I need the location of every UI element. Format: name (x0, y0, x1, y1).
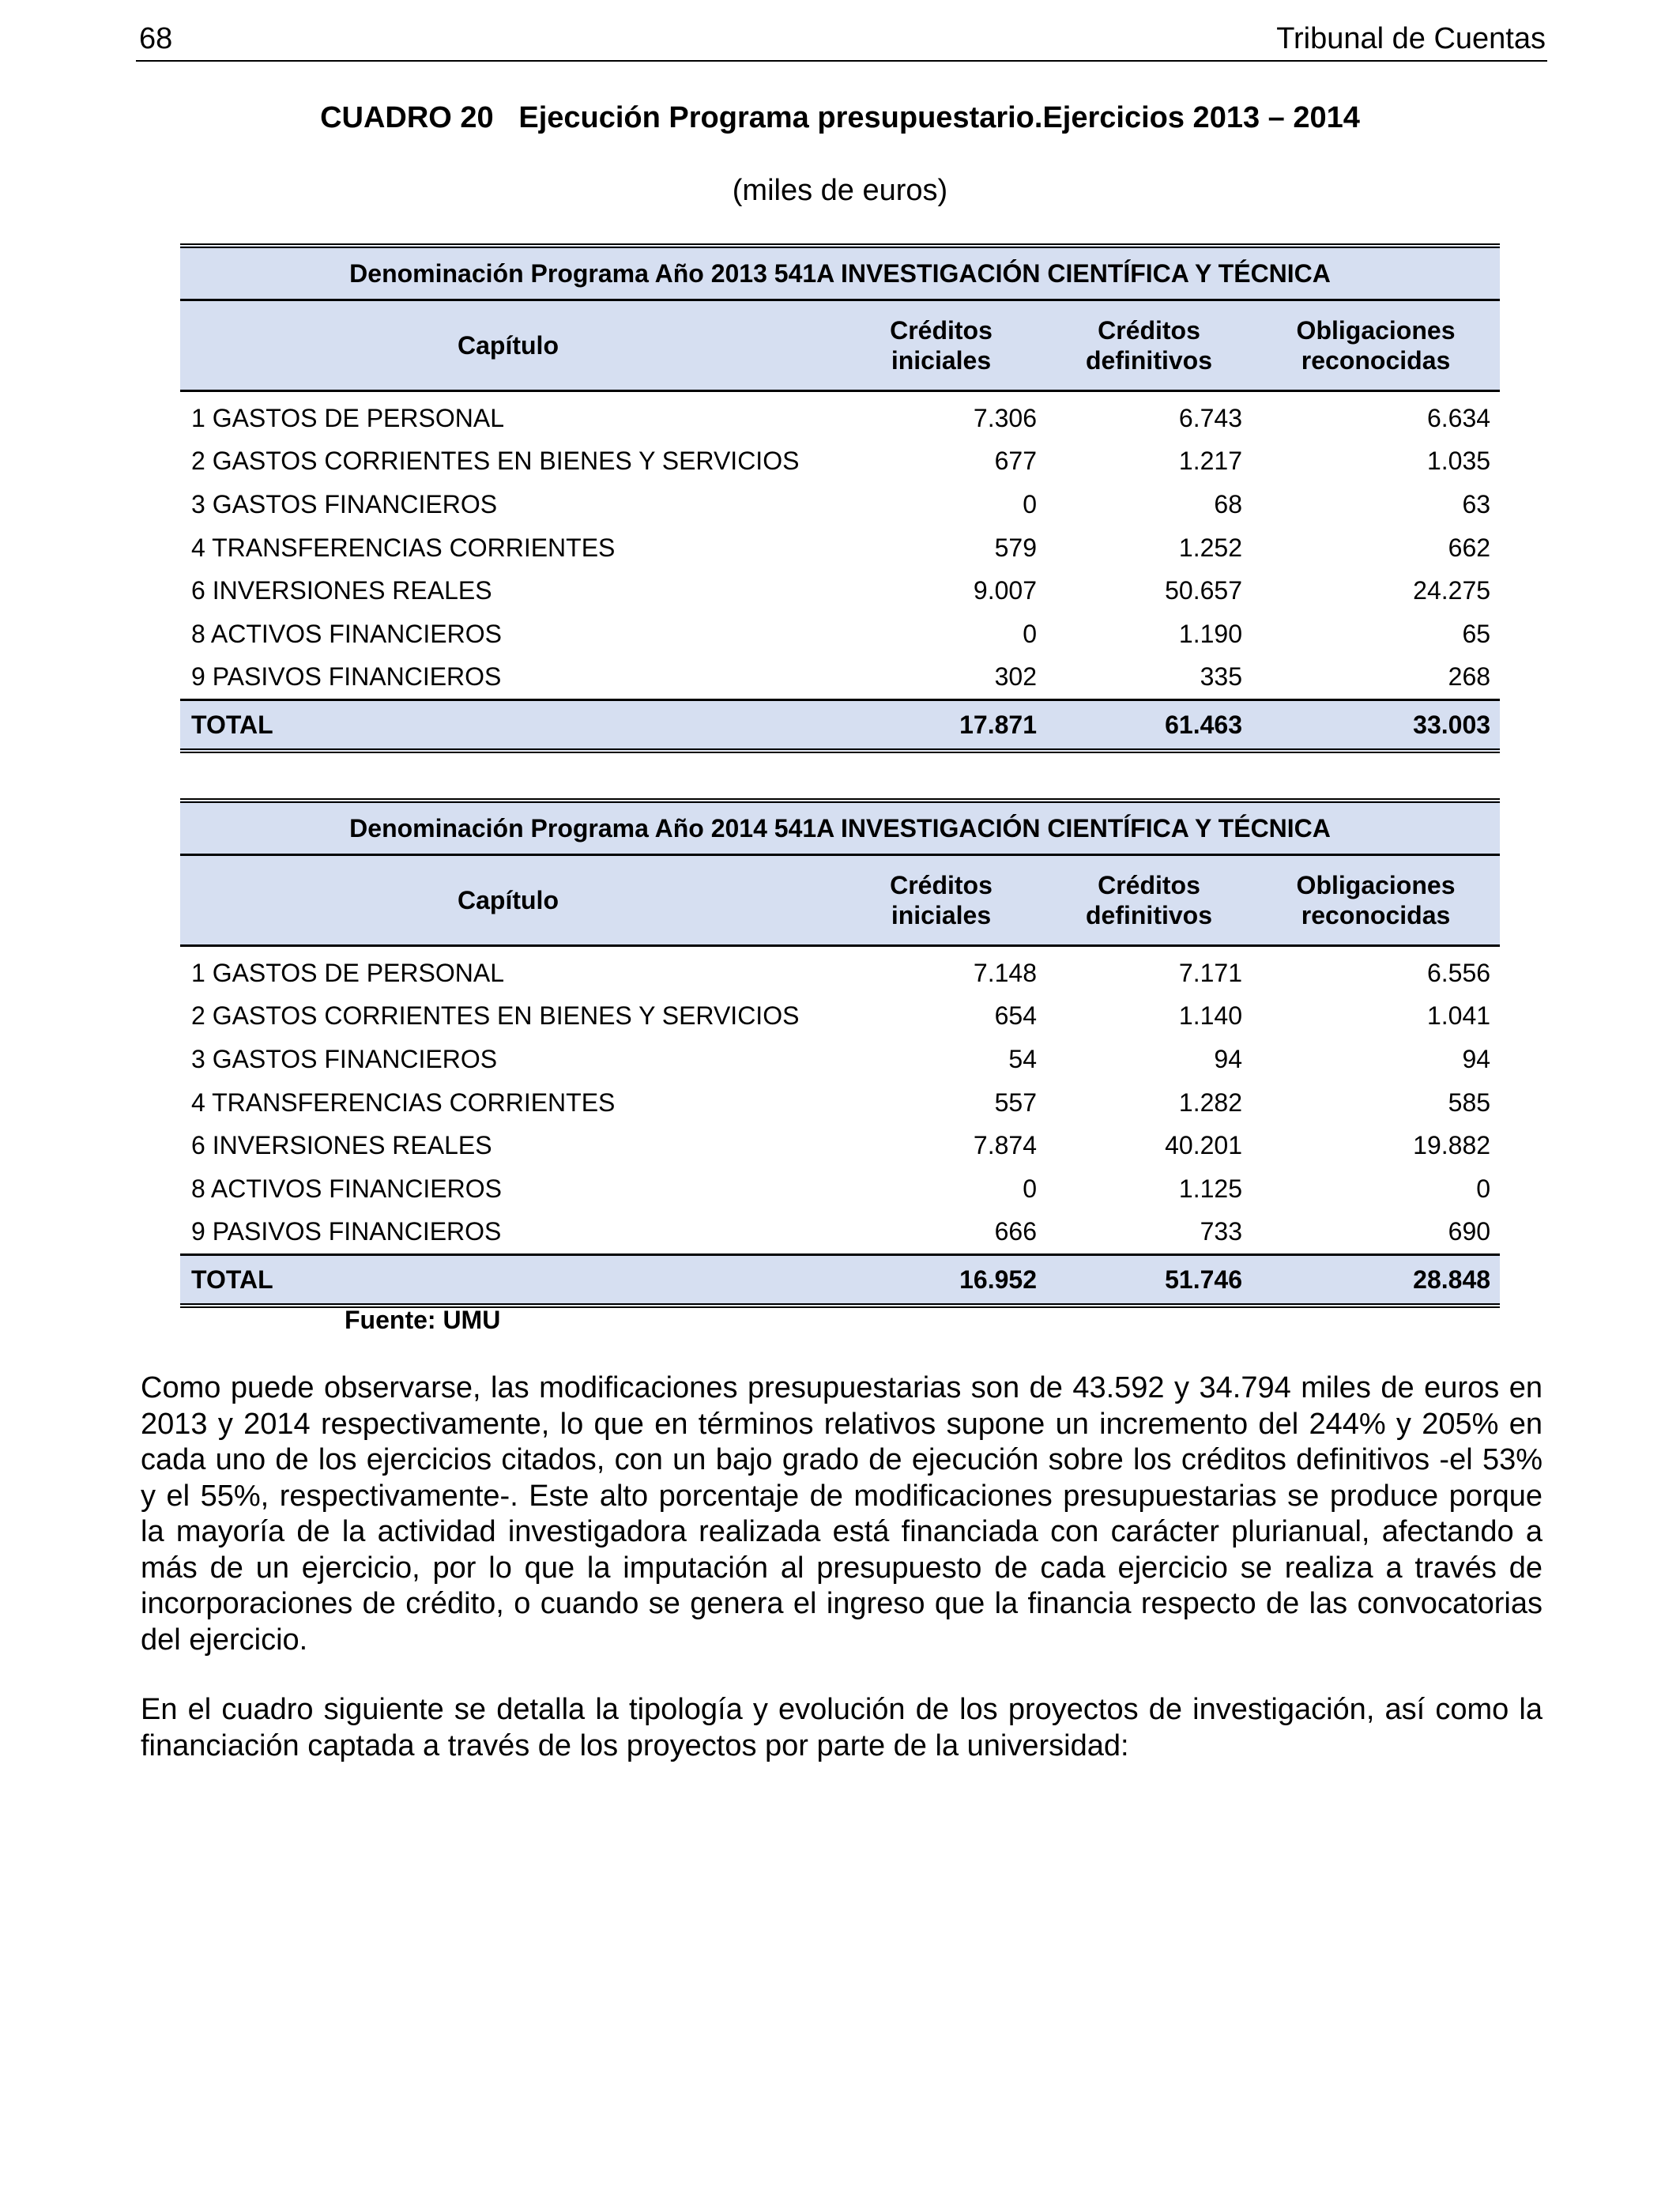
capitulo-cell: 9 PASIVOS FINANCIEROS (191, 1217, 502, 1246)
obligaciones-reconocidas-cell: 6.634 (1426, 403, 1491, 432)
program-heading: Denominación Programa Año 2014 541A INVESTIGACIÓN CIENTÍFICA Y TÉCNICA (180, 801, 1500, 855)
creditos-definitivos-cell: 7.171 (1178, 958, 1242, 987)
table-row (180, 656, 1500, 700)
source-note: Fuente: UMU (345, 1306, 501, 1334)
budget-table-2013 (180, 243, 1500, 753)
column-header-obligaciones-reconocidas: Obligaciones reconocidas (1252, 300, 1500, 391)
obligaciones-reconocidas-cell: 1.041 (1426, 1001, 1491, 1031)
program-heading: Denominación Programa Año 2013 541A INVESTIGACIÓN CIENTÍFICA Y TÉCNICA (180, 246, 1500, 300)
creditos-iniciales-cell: 9.007 (973, 576, 1037, 605)
creditos-definitivos-cell: 6.743 (1178, 403, 1242, 432)
page-number: 68 (139, 22, 173, 55)
column-header-creditos-definitivos: Créditos definitivos (1046, 300, 1252, 391)
obligaciones-reconocidas-cell: 6.556 (1426, 958, 1491, 987)
creditos-iniciales-cell: 0 (1023, 489, 1037, 518)
creditos-iniciales-cell: 557 (994, 1088, 1037, 1117)
table-row (180, 440, 1500, 484)
running-title: Tribunal de Cuentas (1276, 22, 1546, 55)
program-heading-row (180, 801, 1500, 855)
creditos-iniciales-cell: 7.874 (973, 1131, 1037, 1160)
capitulo-cell: 3 GASTOS FINANCIEROS (191, 1044, 498, 1073)
table-row (180, 995, 1500, 1039)
obligaciones-reconocidas-cell: 268 (1448, 662, 1491, 692)
capitulo-cell: 6 INVERSIONES REALES (191, 1131, 492, 1160)
obligaciones-reconocidas-cell: 1.035 (1426, 447, 1491, 476)
capitulo-cell: 9 PASIVOS FINANCIEROS (191, 662, 502, 692)
capitulo-cell: 8 ACTIVOS FINANCIEROS (191, 1174, 502, 1203)
column-header-row (180, 855, 1500, 946)
capitulo-cell: 1 GASTOS DE PERSONAL (191, 958, 504, 987)
table-row (180, 526, 1500, 570)
table-row (180, 613, 1500, 656)
table-body (180, 391, 1500, 700)
total-obligaciones-reconocidas: 28.848 (1252, 1255, 1500, 1306)
creditos-definitivos-cell: 335 (1200, 662, 1242, 692)
capitulo-cell: 3 GASTOS FINANCIEROS (191, 489, 498, 518)
obligaciones-reconocidas-cell: 662 (1448, 533, 1491, 562)
total-obligaciones-reconocidas: 33.003 (1252, 700, 1500, 752)
obligaciones-reconocidas-cell: 63 (1462, 489, 1491, 518)
column-header-capitulo: Capítulo (180, 855, 836, 946)
creditos-definitivos-cell: 1.217 (1178, 447, 1242, 476)
obligaciones-reconocidas-cell: 585 (1448, 1088, 1491, 1117)
obligaciones-reconocidas-cell: 94 (1462, 1044, 1491, 1073)
total-row (180, 1255, 1500, 1306)
creditos-iniciales-cell: 302 (994, 662, 1037, 692)
page-header (136, 21, 1547, 62)
total-creditos-iniciales: 17.871 (836, 700, 1046, 752)
creditos-definitivos-cell: 50.657 (1165, 576, 1242, 605)
column-header-row (180, 300, 1500, 391)
creditos-iniciales-cell: 7.306 (973, 403, 1037, 432)
creditos-iniciales-cell: 0 (1023, 1174, 1037, 1203)
table-row (180, 1124, 1500, 1167)
budget-table-2014 (180, 798, 1500, 1308)
creditos-iniciales-cell: 54 (1008, 1044, 1037, 1073)
table-row (180, 1211, 1500, 1255)
table-row (180, 946, 1500, 995)
creditos-iniciales-cell: 579 (994, 533, 1037, 562)
obligaciones-reconocidas-cell: 0 (1476, 1174, 1491, 1203)
column-header-capitulo: Capítulo (180, 300, 836, 391)
creditos-definitivos-cell: 94 (1214, 1044, 1242, 1073)
creditos-definitivos-cell: 733 (1200, 1217, 1242, 1246)
capitulo-cell: 6 INVERSIONES REALES (191, 576, 492, 605)
column-header-creditos-iniciales: Créditos iniciales (836, 300, 1046, 391)
table-row (180, 569, 1500, 613)
body-paragraph: En el cuadro siguiente se detalla la tipología y evolución de los proyectos de investigación, así como la financiación captada a través de los proyectos por parte de la universidad: (141, 1693, 1543, 1762)
table-row (180, 1038, 1500, 1081)
capitulo-cell: 8 ACTIVOS FINANCIEROS (191, 619, 502, 648)
table-row (180, 1167, 1500, 1211)
creditos-iniciales-cell: 0 (1023, 619, 1037, 648)
creditos-iniciales-cell: 666 (994, 1217, 1037, 1246)
creditos-definitivos-cell: 1.282 (1178, 1088, 1242, 1117)
program-heading-row (180, 246, 1500, 300)
capitulo-cell: 2 GASTOS CORRIENTES EN BIENES Y SERVICIOS (191, 1001, 800, 1031)
total-label: TOTAL (180, 1255, 836, 1306)
body-paragraph: Como puede observarse, las modificaciones presupuestarias son de 43.592 y 34.794 miles de euros en 2013 y 2014 respectivamente, lo que en términos relativos supone un incremento del 244% y 205% en cada uno de los ejercicios citados, con un bajo grado de ejecución sobre los créditos definitivos -el 53% y el 55%, respectivamente-. Este alto porcentaje de modificaciones presupuestarias se produce porque la mayoría de la actividad investigadora realizada está financiada con carácter plurianual, afectando a más de un ejercicio, por lo que la imputación al presupuesto de cada ejercicio se realiza a través de incorporaciones de crédito, o cuando se genera el ingreso que la financia respecto de las convocatorias del ejercicio. (141, 1371, 1543, 1657)
creditos-definitivos-cell: 40.201 (1165, 1131, 1242, 1160)
column-header-obligaciones-reconocidas: Obligaciones reconocidas (1252, 855, 1500, 946)
capitulo-cell: 2 GASTOS CORRIENTES EN BIENES Y SERVICIOS (191, 447, 800, 476)
obligaciones-reconocidas-cell: 65 (1462, 619, 1491, 648)
creditos-definitivos-cell: 1.190 (1178, 619, 1242, 648)
creditos-iniciales-cell: 677 (994, 447, 1037, 476)
obligaciones-reconocidas-cell: 24.275 (1413, 576, 1491, 605)
creditos-iniciales-cell: 654 (994, 1001, 1037, 1031)
table-body (180, 946, 1500, 1255)
column-header-creditos-definitivos: Créditos definitivos (1046, 855, 1252, 946)
capitulo-cell: 4 TRANSFERENCIAS CORRIENTES (191, 1088, 616, 1117)
obligaciones-reconocidas-cell: 19.882 (1413, 1131, 1491, 1160)
table-row (180, 391, 1500, 440)
total-creditos-iniciales: 16.952 (836, 1255, 1046, 1306)
creditos-definitivos-cell: 68 (1214, 489, 1242, 518)
creditos-definitivos-cell: 1.140 (1178, 1001, 1242, 1031)
creditos-definitivos-cell: 1.125 (1178, 1174, 1242, 1203)
total-creditos-definitivos: 61.463 (1046, 700, 1252, 752)
table-row (180, 1081, 1500, 1125)
obligaciones-reconocidas-cell: 690 (1448, 1217, 1491, 1246)
creditos-definitivos-cell: 1.252 (1178, 533, 1242, 562)
total-creditos-definitivos: 51.746 (1046, 1255, 1252, 1306)
total-row (180, 700, 1500, 752)
total-label: TOTAL (180, 700, 836, 752)
table-title: CUADRO 20 Ejecución Programa presupuestario.Ejercicios 2013 – 2014 (320, 101, 1360, 134)
creditos-iniciales-cell: 7.148 (973, 958, 1037, 987)
table-row (180, 483, 1500, 526)
table-subtitle: (miles de euros) (732, 174, 948, 207)
capitulo-cell: 4 TRANSFERENCIAS CORRIENTES (191, 533, 616, 562)
column-header-creditos-iniciales: Créditos iniciales (836, 855, 1046, 946)
capitulo-cell: 1 GASTOS DE PERSONAL (191, 403, 504, 432)
